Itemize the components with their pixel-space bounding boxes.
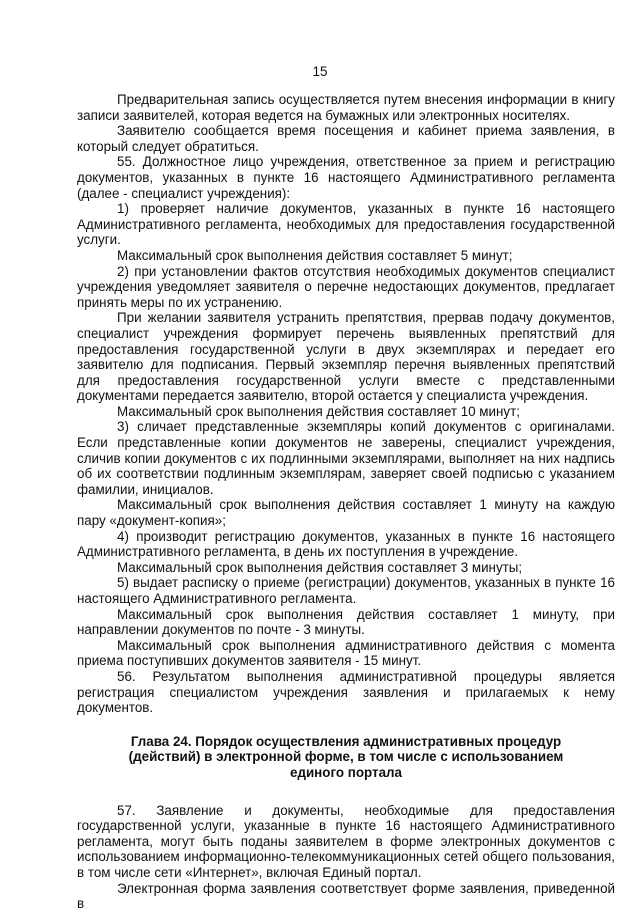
paragraph-subitem-2: 2) при установлении фактов отсутствия необходимых документов специалист учреждения уведомляет заявителя о перечне недостающих документов, предлагает принять меры по их устранению. [77, 263, 615, 310]
paragraph-subitem-3: 3) сличает представленные экземпляры копий документов с оригиналами. Если представленные копии документов не заверены, специалист учреждения, сличив копии документов с их подлинными экземплярами, выполняет на них надпись об их соответствии подлинным экземплярам, заверяет своей подписью с указанием фамилии, инициалов. [77, 419, 615, 497]
paragraph-subitem-5: 5) выдает расписку о приеме (регистрации) документов, указанных в пункте 16 настоящего Административного регламента. [77, 575, 615, 606]
chapter-heading [77, 734, 615, 781]
chapter-heading-line-3: единого портала [290, 764, 402, 780]
page-number: 15 [312, 64, 328, 79]
paragraph-max-time-10-min: Максимальный срок выполнения действия составляет 10 минут; [117, 403, 520, 419]
paragraph-max-time-15-min: Максимальный срок выполнения административного действия с момента приема поступивших документов заявителя - 15 минут. [77, 637, 615, 669]
paragraph-item-57: 57. Заявление и документы, необходимые для предоставления государственной услуги, указанные в пункте 16 настоящего Административного регламента, могут быть поданы заявителем в форме электронных документов с использованием информационно-телекоммуникационных сетей общего пользования, в том числе сети «Интернет», включая Единый портал. [77, 802, 615, 880]
paragraph-visit-time: Заявителю сообщается время посещения и кабинет приема заявления, в который следует обратиться. [77, 123, 615, 154]
document-body [77, 92, 615, 912]
paragraph-obstacles: При желании заявителя устранить препятствия, прервав подачу документов, специалист учреждения формирует перечень выявленных препятствий для предоставления государственной услуги в двух экземплярах и передает его заявителю для подписания. Первый экземпляр перечня выявленных препятствий для предоставления государственной услуги вместе с представленными документами передается заявителю, второй остается у специалиста учреждения. [77, 310, 615, 404]
paragraph-preliminary-record: Предварительная запись осуществляется путем внесения информации в книгу записи заявителей, которая ведется на бумажных или электронных носителях. [77, 92, 615, 123]
chapter-heading-line-1: Глава 24. Порядок осуществления административных процедур [130, 733, 562, 749]
paragraph-max-time-5-min: Максимальный срок выполнения действия составляет 5 минут; [117, 247, 513, 263]
paragraph-subitem-4: 4) производит регистрацию документов, указанных в пункте 16 настоящего Административного регламента, в день их поступления в учреждение. [77, 528, 615, 560]
paragraph-electronic-form: Электронная форма заявления соответствует форме заявления, приведенной в [77, 880, 615, 912]
paragraph-item-56: 56. Результатом выполнения административной процедуры является регистрация специалистом учреждения заявления и прилагаемых к нему документов. [77, 668, 615, 716]
paragraph-subitem-1: 1) проверяет наличие документов, указанных в пункте 16 настоящего Административного регламента, необходимых для предоставления государственной услуги. [77, 201, 615, 248]
paragraph-item-55: 55. Должностное лицо учреждения, ответственное за прием и регистрацию документов, указанных в пункте 16 настоящего Административного регламента (далее - специалист учреждения): [77, 154, 615, 201]
paragraph-max-time-post: Максимальный срок выполнения действия составляет 1 минуту, при направлении документов по почте - 3 минуты. [77, 606, 615, 638]
chapter-heading-line-2: (действий) в электронной форме, в том числе с использованием [128, 749, 564, 765]
paragraph-max-time-3-min: Максимальный срок выполнения действия составляет 3 минуты; [117, 559, 523, 575]
paragraph-max-time-1-min-pair: Максимальный срок выполнения действия составляет 1 минуту на каждую пару «документ-копия»; [77, 497, 615, 529]
